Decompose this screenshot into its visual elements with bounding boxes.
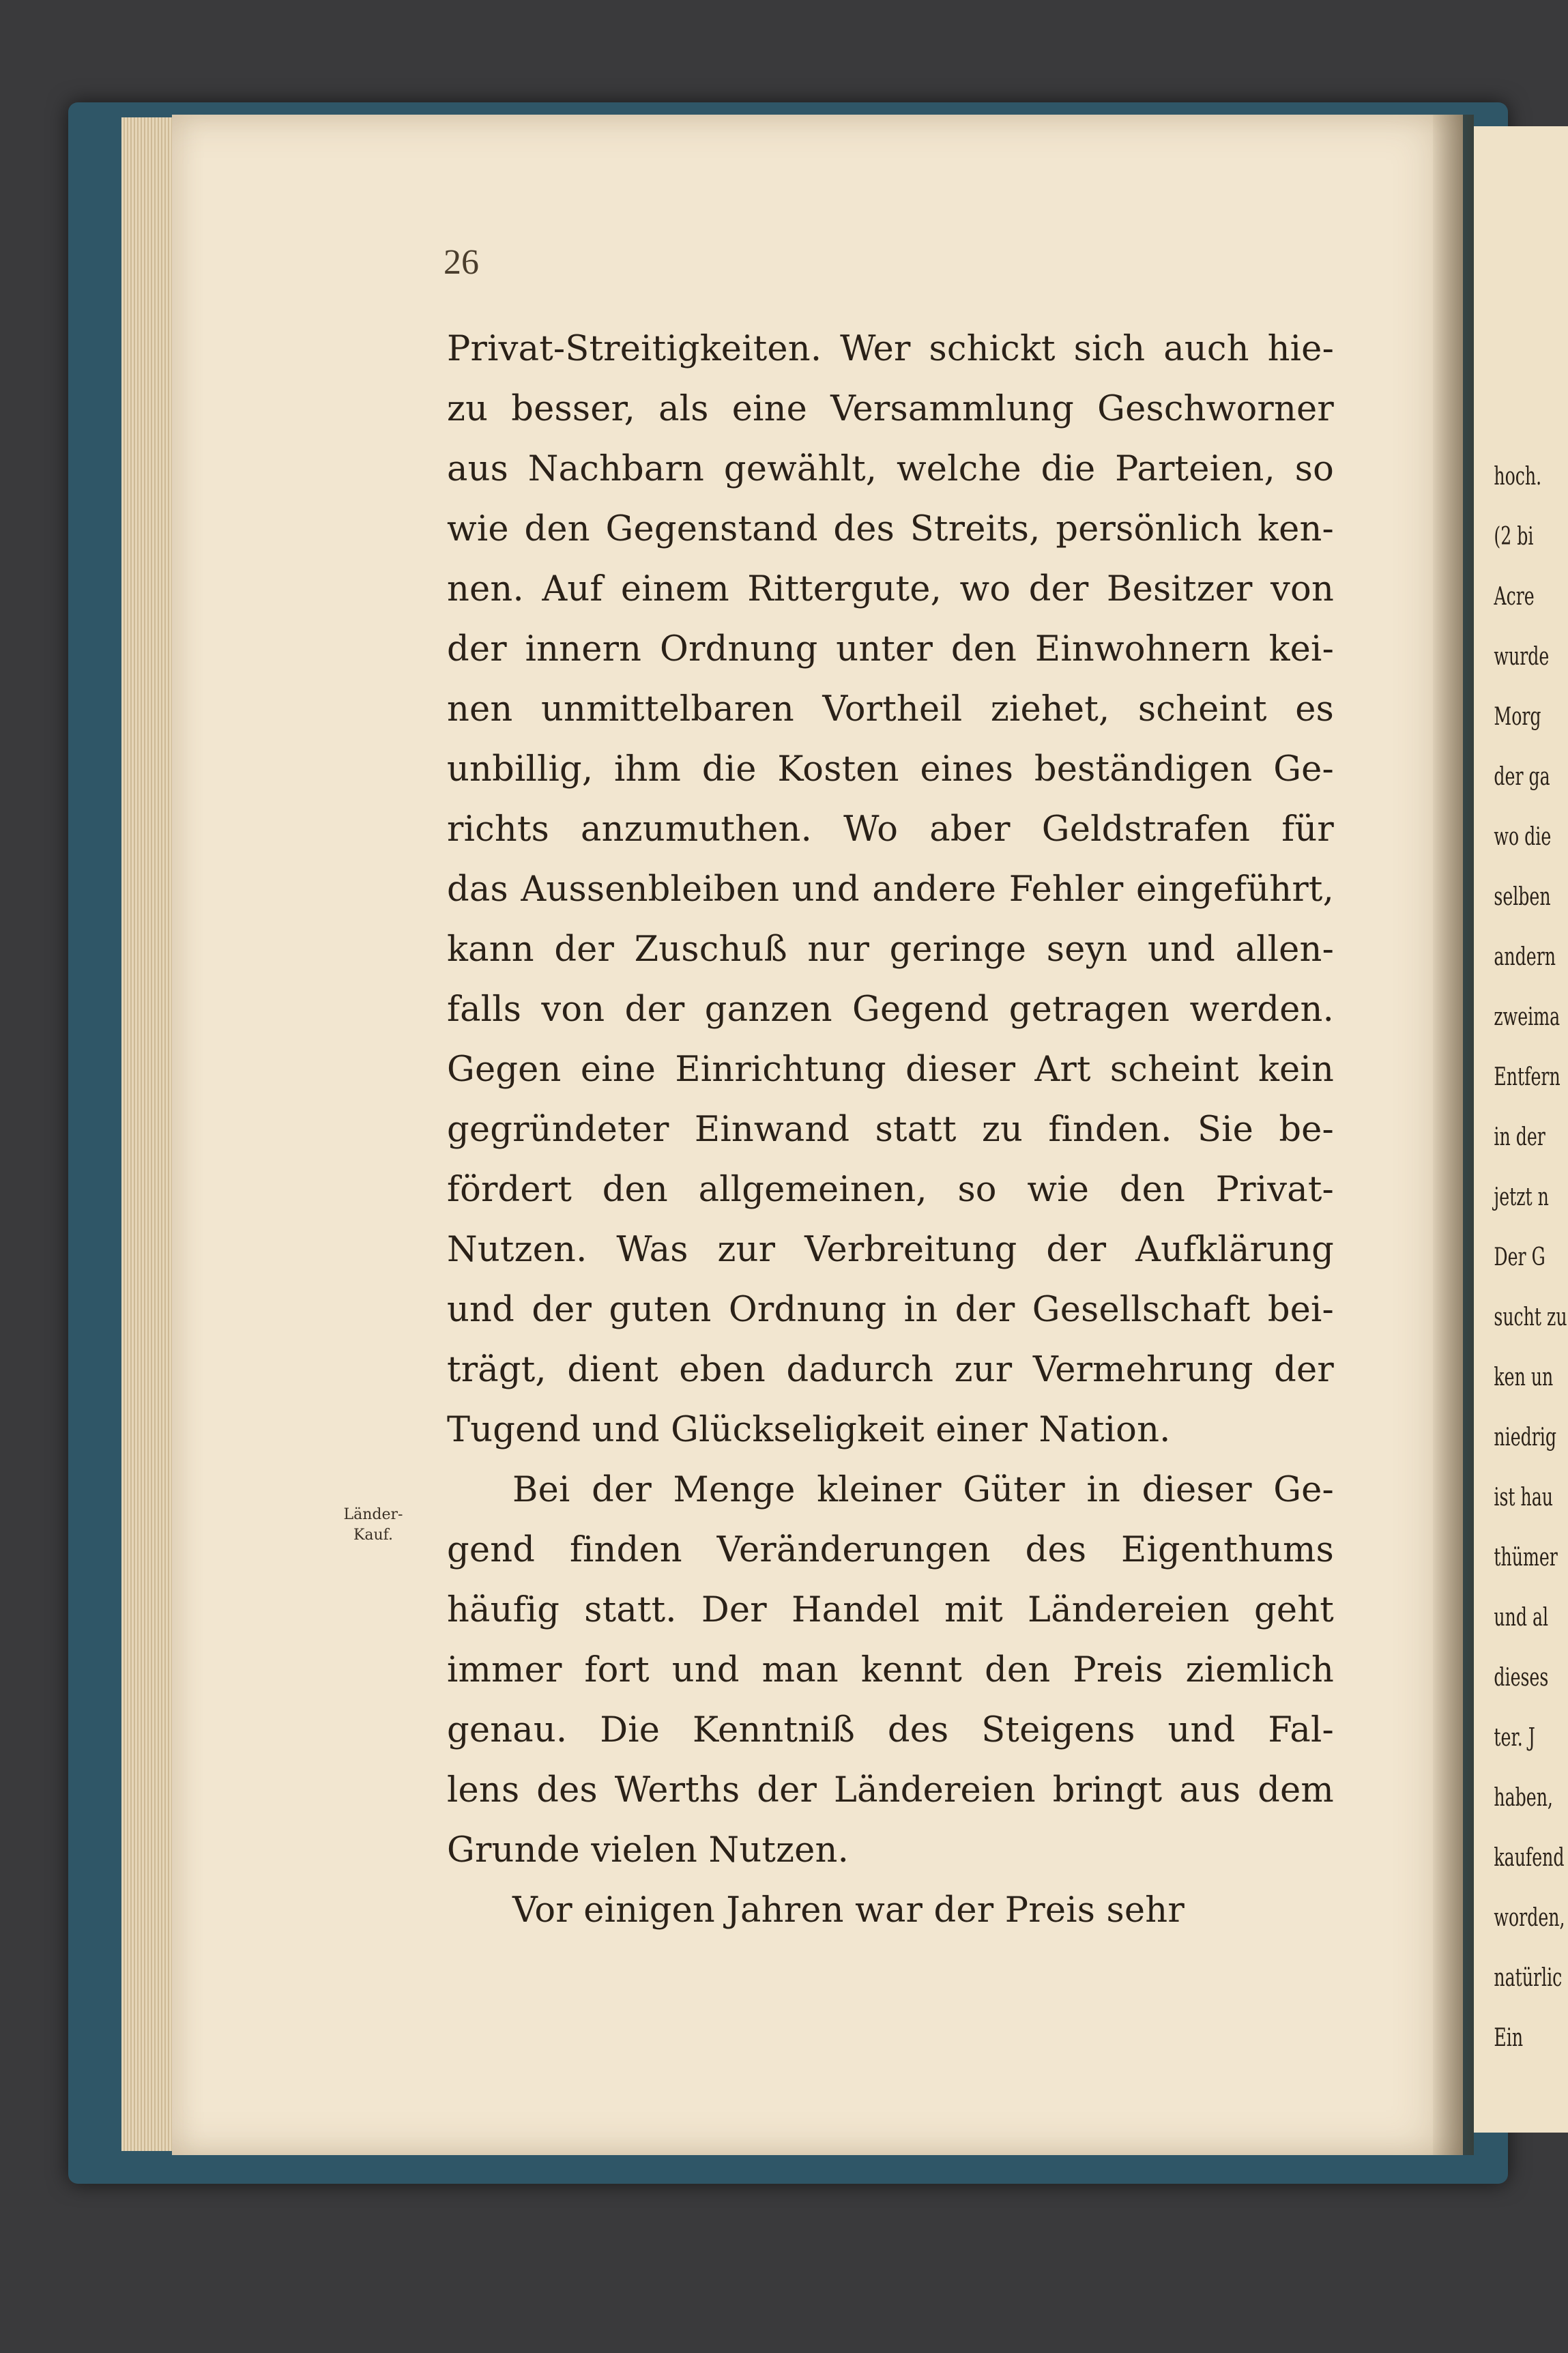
text-line: zu besser, als eine Versammlung Geschworner	[447, 389, 1334, 429]
facing-text-line: wo die	[1494, 823, 1552, 851]
book-gutter	[1433, 115, 1474, 2155]
facing-text-line: sucht zu	[1494, 1303, 1567, 1331]
text-line: wie den Gegenstand des Streits, persönlich ken-	[447, 509, 1334, 549]
text-line: Grunde vielen Nutzen.	[447, 1830, 849, 1871]
facing-text-line: haben,	[1494, 1784, 1553, 1812]
facing-text-line: wurde	[1494, 643, 1550, 671]
text-line: immer fort und man kennt den Preis ziemlich	[447, 1650, 1334, 1690]
facing-text-line: thümer	[1494, 1544, 1558, 1572]
facing-text-line: zweima	[1494, 1003, 1560, 1031]
text-line: gegründeter Einwand statt zu finden. Sie be-	[447, 1110, 1334, 1150]
facing-text-line: ken un	[1494, 1363, 1554, 1391]
text-line: gend finden Veränderungen des Eigenthums	[447, 1530, 1334, 1570]
text-line: kann der Zuschuß nur geringe seyn und allen-	[447, 929, 1334, 970]
text-line: Privat-Streitigkeiten. Wer schickt sich auch hie-	[447, 329, 1334, 369]
text-line: häufig statt. Der Handel mit Ländereien geht	[447, 1590, 1334, 1630]
facing-text-line: kaufend	[1494, 1844, 1565, 1872]
facing-text-line: natürlic	[1494, 1964, 1563, 1992]
text-line: Gegen eine Einrichtung dieser Art scheint kein	[447, 1050, 1334, 1090]
marginal-note-line: Länder-	[343, 1506, 403, 1523]
facing-text-line: selben	[1494, 883, 1551, 911]
text-line: aus Nachbarn gewählt, welche die Parteien, so	[447, 449, 1334, 489]
facing-text-line: dieses	[1494, 1664, 1549, 1692]
text-line: das Aussenbleiben und andere Fehler eingeführt,	[447, 869, 1334, 910]
facing-text-line: in der	[1494, 1123, 1545, 1151]
text-line: der innern Ordnung unter den Einwohnern kei-	[447, 629, 1334, 669]
facing-text-line: jetzt n	[1494, 1183, 1549, 1211]
facing-page	[1474, 126, 1568, 2133]
text-line: lens des Werths der Ländereien bringt aus dem	[447, 1770, 1334, 1810]
text-line: nen unmittelbaren Vortheil ziehet, scheint es	[447, 689, 1334, 730]
facing-text-line: Acre	[1494, 583, 1535, 611]
page-number: 26	[444, 243, 479, 282]
text-line: falls von der ganzen Gegend getragen werden.	[447, 990, 1334, 1030]
facing-text-line: andern	[1494, 943, 1556, 971]
text-line: Tugend und Glückseligkeit einer Nation.	[447, 1410, 1171, 1450]
text-line: genau. Die Kenntniß des Steigens und Fal-	[447, 1710, 1334, 1750]
marginal-note	[315, 1505, 431, 1546]
text-line: Vor einigen Jahren war der Preis sehr	[512, 1890, 1185, 1931]
text-line: unbillig, ihm die Kosten eines beständigen Ge-	[447, 749, 1334, 790]
text-line: nen. Auf einem Rittergute, wo der Besitzer von	[447, 569, 1334, 609]
marginal-note-line: Kauf.	[353, 1527, 394, 1544]
text-line: richts anzumuthen. Wo aber Geldstrafen für	[447, 809, 1334, 850]
text-line: und der guten Ordnung in der Gesellschaft bei-	[447, 1290, 1334, 1330]
facing-text-line: Der G	[1494, 1243, 1545, 1271]
facing-text-line: Morg	[1494, 703, 1541, 731]
text-line: Nutzen. Was zur Verbreitung der Aufklärung	[447, 1230, 1334, 1270]
facing-text-line: niedrig	[1494, 1424, 1556, 1452]
body-text	[447, 319, 1334, 1941]
facing-text-line: worden,	[1494, 1904, 1565, 1932]
text-line: Bei der Menge kleiner Güter in dieser Ge-	[512, 1470, 1334, 1510]
facing-text-line: und al	[1494, 1604, 1549, 1632]
facing-page-text	[1474, 447, 1568, 2068]
facing-text-line: hoch.	[1494, 463, 1542, 491]
text-line: trägt, dient eben dadurch zur Vermehrung der	[447, 1350, 1334, 1390]
facing-text-line: (2 bi	[1494, 523, 1534, 551]
facing-text-line: Ein	[1494, 2024, 1524, 2052]
facing-text-line: ter. J	[1494, 1724, 1535, 1752]
facing-text-line: ist hau	[1494, 1484, 1554, 1512]
facing-text-line: Entfern	[1494, 1063, 1560, 1091]
text-line: fördert den allgemeinen, so wie den Privat-	[447, 1170, 1334, 1210]
facing-text-line: der ga	[1494, 763, 1550, 791]
